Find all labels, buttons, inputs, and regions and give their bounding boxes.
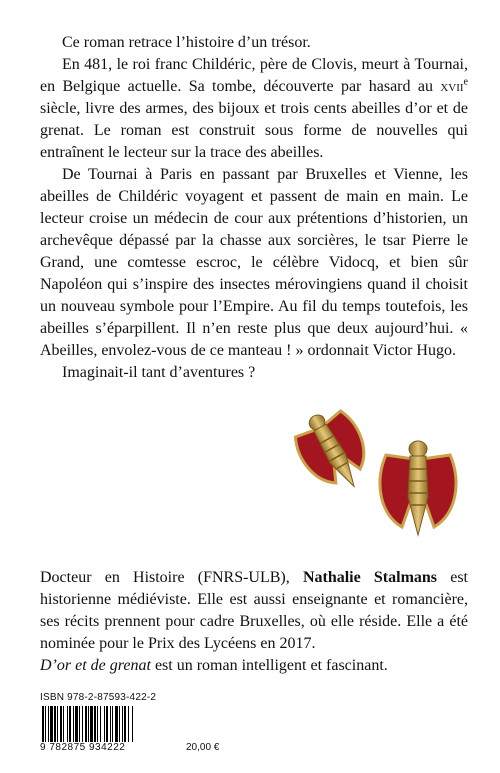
- author-name: Nathalie Stalmans: [302, 569, 438, 586]
- blurb-paragraph-4: Imaginait-il tant d’aventures ?: [62, 364, 256, 381]
- barcode-bar: [115, 706, 118, 742]
- barcode-digits: 9 782875 934222: [40, 742, 126, 753]
- barcode-bar: [57, 706, 58, 742]
- barcode-bar: [97, 706, 98, 742]
- author-bio: [40, 567, 468, 677]
- barcode-bar: [112, 706, 113, 742]
- barcode-bar: [124, 706, 126, 742]
- isbn-label: ISBN 978-2-87593-422-2: [40, 692, 157, 703]
- barcode-bar: [106, 706, 108, 742]
- bee-right: [380, 441, 456, 535]
- barcode-bar: [69, 706, 71, 742]
- barcode-bar: [48, 706, 49, 742]
- barcode-bar: [67, 706, 68, 742]
- author-bio-text-3: est un roman intelligent et fascinant.: [150, 657, 388, 674]
- barcode-bar: [63, 706, 64, 742]
- blurb-paragraph-2: [40, 54, 468, 164]
- barcode-bar: [128, 706, 129, 742]
- barcode-bar: [60, 706, 62, 742]
- price-label: 20,00 €: [186, 742, 220, 753]
- barcode-bar: [54, 706, 56, 742]
- author-bio-text-2: est historienne médiéviste. Elle est aussi enseignante et romancière, ses récits prennent pour cadre Bruxelles, où elle réside. Elle a été nominée pour le Prix des Lycéens en 2017.: [40, 569, 468, 652]
- gold-garnet-bees-icon: [288, 405, 478, 545]
- blurb-p2-text-b: siècle, livre des armes, des bijoux et trois cents abeilles d’or et de grenat. Le roman est construit sous forme de nouvelles qui entraînent le lecteur sur la trace des abeilles.: [40, 100, 468, 161]
- bee-left: [288, 405, 381, 502]
- barcode-bar: [73, 706, 74, 742]
- barcode-bar: [45, 706, 46, 742]
- barcode-bar: [132, 706, 133, 742]
- barcode-bar: [85, 706, 87, 742]
- author-bio-paragraph: [40, 567, 468, 655]
- barcode-bar: [79, 706, 80, 742]
- barcode-bar: [50, 706, 53, 742]
- barcode-bar: [75, 706, 78, 742]
- barcode-bar: [90, 706, 93, 742]
- century-numeral: xvii: [440, 78, 464, 95]
- blurb-paragraph-3: De Tournai à Paris en passant par Bruxelles et Vienne, les abeilles de Childéric voyagent et passent de main en main. Le lecteur croise un médecin de cour aux prétentions d’historien, un archevêque dépassé par la chasse aux sorcières, le tsar Pierre le Grand, une comtesse escroc, le célèbre Vidocq, et bien sûr Napoléon qui s’inspire des insectes mérovingiens quand il choisit un nouveau symbole pour l’Empire. Au fil du temps toutefois, les abeilles s’éparpillent. Il n’en reste plus que deux aujourd’hui. « Abeilles, envolez-vous de ce manteau ! » ordonnait Victor Hugo.: [40, 166, 468, 359]
- barcode-bar: [110, 706, 111, 742]
- barcode-bar: [104, 706, 105, 742]
- book-title: D’or et de grenat: [40, 657, 151, 674]
- author-bio-text-1: Docteur en Histoire (FNRS-ULB),: [40, 569, 303, 586]
- blurb-section: [40, 32, 468, 384]
- century-superscript: e: [463, 76, 468, 88]
- barcode-bar: [88, 706, 89, 742]
- barcode-bar: [122, 706, 123, 742]
- barcode-bar: [82, 706, 83, 742]
- book-title-paragraph: [40, 655, 468, 677]
- blurb-p2-text-a: En 481, le roi franc Childéric, père de Clovis, meurt à Tournai, en Belgique actuelle. Sa tombe, découverte par hasard au: [40, 56, 468, 95]
- ean-barcode-icon: [40, 706, 175, 742]
- blurb-paragraph-1: Ce roman retrace l’histoire d’un trésor.: [62, 34, 311, 51]
- barcode-block: [40, 692, 240, 762]
- barcode-bar: [42, 706, 44, 742]
- barcode-bar: [119, 706, 120, 742]
- barcode-bar: [94, 706, 96, 742]
- barcode-bar: [100, 706, 101, 742]
